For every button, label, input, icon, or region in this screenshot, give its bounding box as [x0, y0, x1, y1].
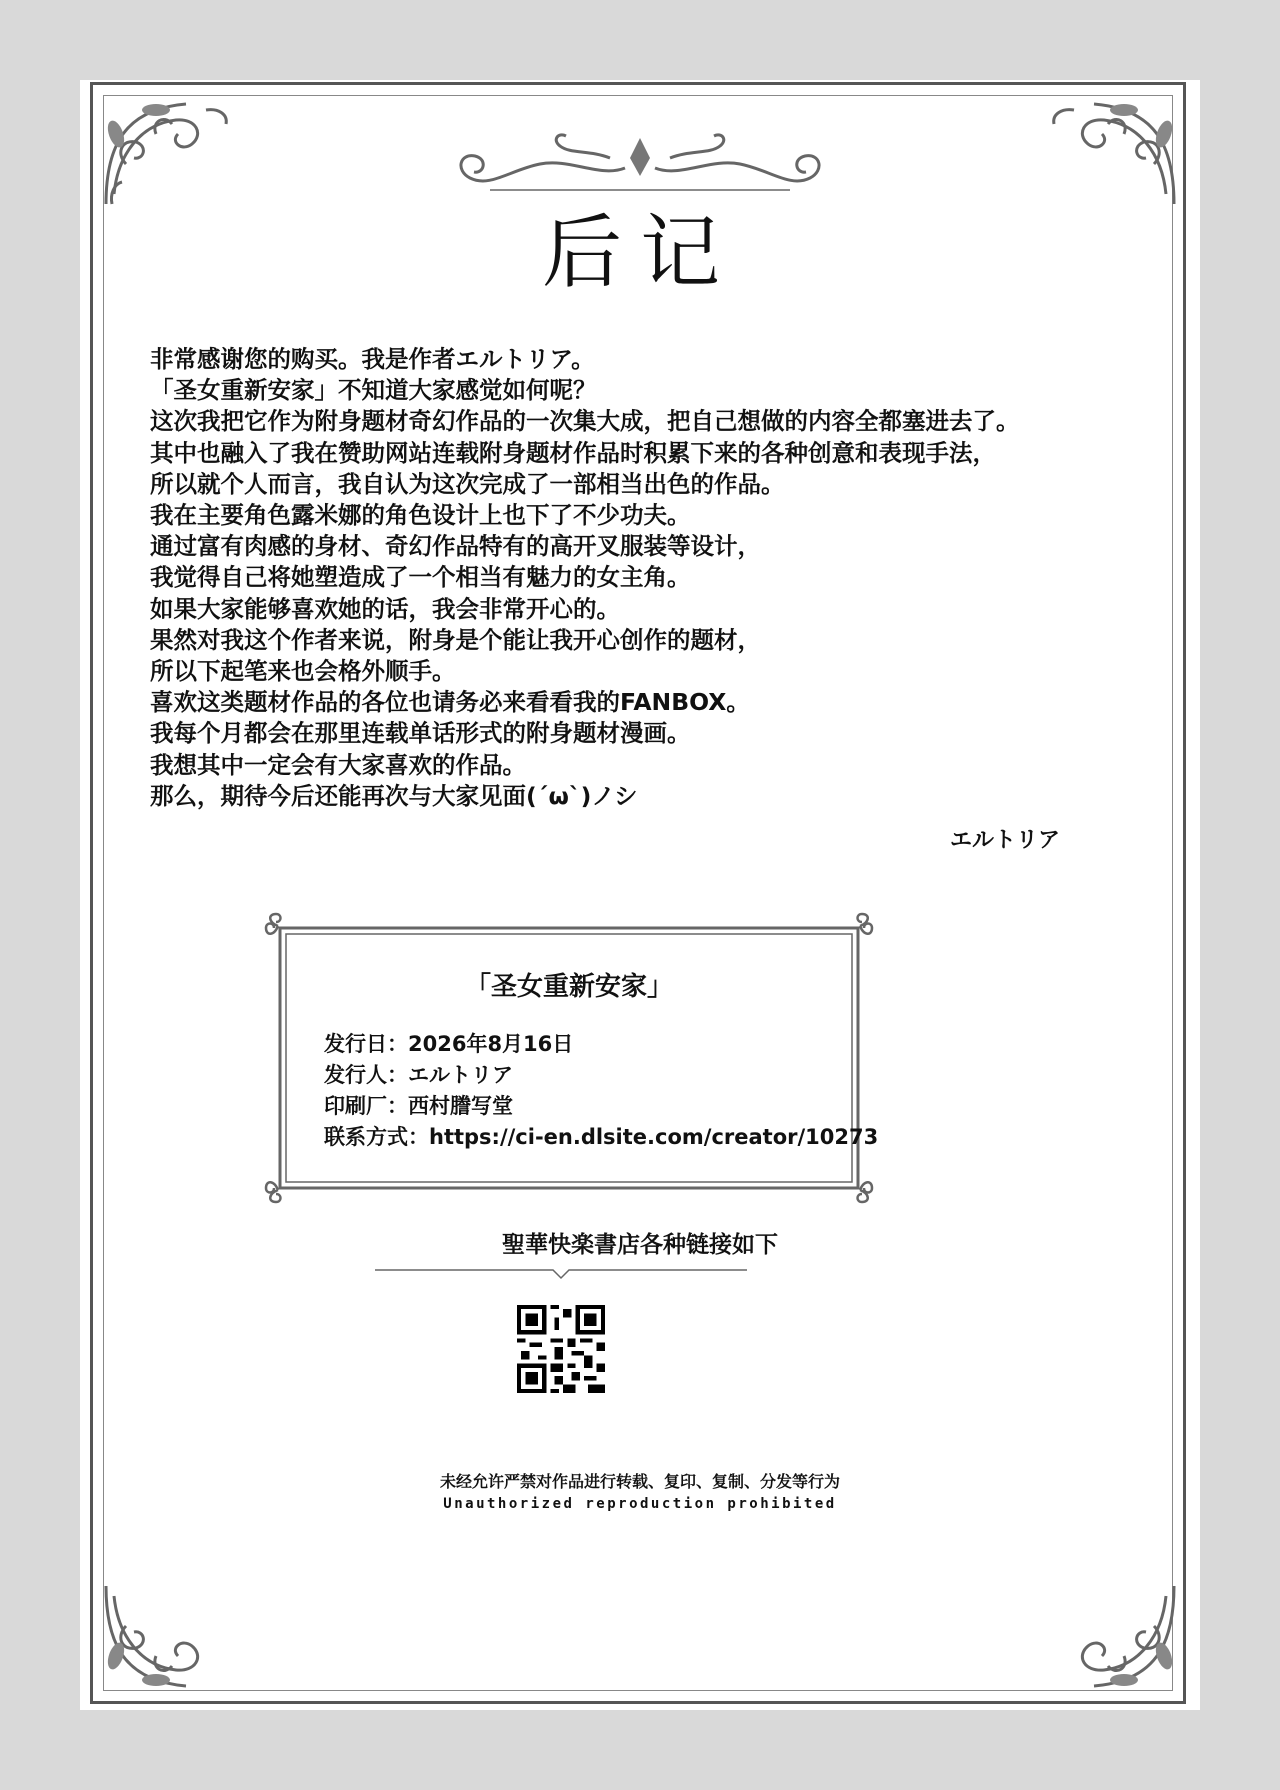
body-line: 非常感谢您的购买。我是作者エルトリア。: [150, 345, 595, 373]
body-line: 通过富有肉感的身材、奇幻作品特有的高开叉服装等设计，: [150, 532, 761, 561]
floral-corner-icon: [1044, 1576, 1184, 1696]
body-line: 所以就个人而言，我自认为这次完成了一部相当出色的作品。: [150, 469, 785, 498]
afterword-page: [80, 80, 1200, 1710]
links-divider: [375, 1264, 747, 1282]
page-title: 后记: [542, 206, 738, 299]
copyright-notice-cn: 未经允许严禁对作品进行转载、复印、复制、分发等行为: [439, 1472, 840, 1491]
body-line: 我每个月都会在那里连载单话形式的附身题材漫画。: [150, 719, 691, 748]
colophon-details: [324, 1029, 878, 1153]
contact-link[interactable]: 联系方式：https://ci-en.dlsite.com/creator/10273: [324, 1125, 879, 1149]
publisher: 发行人：エルトリア: [324, 1063, 513, 1087]
body-line: 其中也融入了我在赞助网站连载附身题材作品时积累下来的各种创意和表现手法，: [150, 438, 996, 467]
body-line: 如果大家能够喜欢她的话，我会非常开心的。: [150, 594, 620, 623]
page-frame: [90, 82, 1186, 1704]
body-line: 我在主要角色露米娜的角色设计上也下了不少功夫。: [150, 501, 691, 530]
links-heading: 聖華快楽書店各种链接如下: [502, 1232, 778, 1258]
body-line: 「圣女重新安家」不知道大家感觉如何呢？: [150, 376, 597, 405]
publish-date: 发行日：2026年8月16日: [324, 1032, 574, 1056]
afterword-body: [150, 344, 1150, 812]
body-line: 喜欢这类题材作品的各位也请务必来看看我的FANBOX。: [150, 688, 750, 717]
author-signature: エルトリア: [950, 827, 1061, 853]
printer: 印刷厂：西村謄写堂: [324, 1094, 513, 1118]
box-corner-icon: [838, 1168, 874, 1204]
body-line: 那么，期待今后还能再次与大家见面(´ω`)ノシ: [150, 781, 638, 810]
floral-corner-icon: [96, 1576, 236, 1696]
box-corner-icon: [264, 912, 300, 948]
page-frame-inner: [103, 95, 1173, 1691]
body-line: 我想其中一定会有大家喜欢的作品。: [150, 750, 526, 779]
body-line: 果然对我这个作者来说，附身是个能让我开心创作的题材，: [150, 625, 761, 654]
body-line: 我觉得自己将她塑造成了一个相当有魅力的女主角。: [150, 563, 691, 592]
box-corner-icon: [838, 912, 874, 948]
box-corner-icon: [264, 1168, 300, 1204]
copyright-notice-en: Unauthorized reproduction prohibited: [443, 1496, 837, 1512]
body-line: 这次我把它作为附身题材奇幻作品的一次集大成，把自己想做的内容全都塞进去了。: [150, 407, 1020, 436]
colophon-title: 「圣女重新安家」: [464, 972, 673, 1002]
colophon-box: [278, 926, 879, 1190]
qr-code-icon[interactable]: [517, 1305, 605, 1393]
body-line: 所以下起笔来也会格外顺手。: [150, 657, 456, 686]
